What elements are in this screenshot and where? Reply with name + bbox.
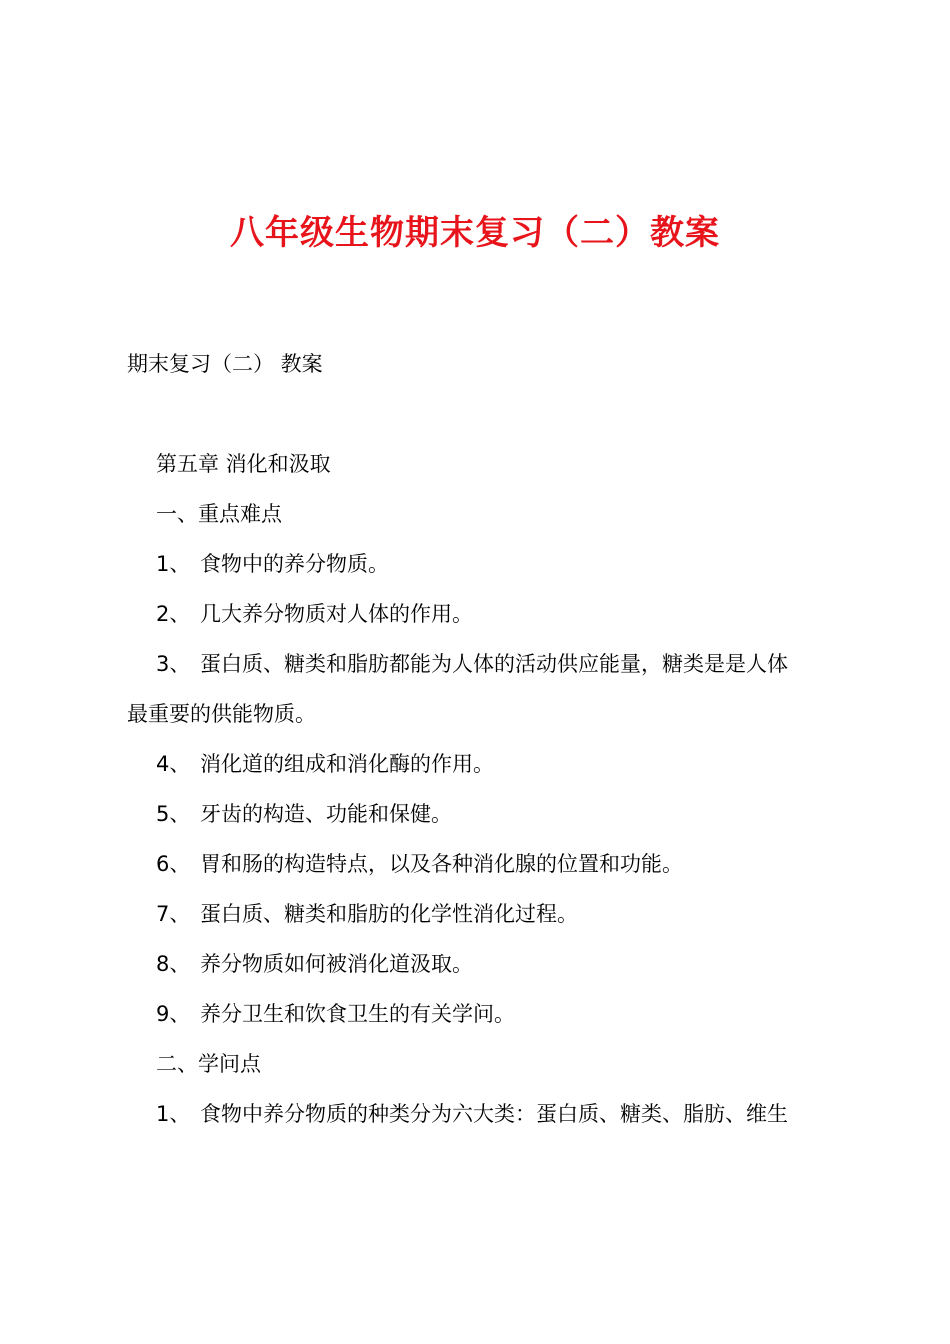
list-item-number: 9、 (156, 1002, 191, 1026)
list-item (127, 1097, 837, 1147)
list-item-number: 1、 (156, 552, 191, 576)
list-item-text: 养分物质如何被消化道汲取。 (200, 952, 473, 976)
list-item-number: 7、 (156, 902, 191, 926)
list-item (127, 947, 837, 997)
section-heading-knowledge: 二、学问点 (156, 1052, 261, 1076)
list-item (127, 747, 837, 797)
document-title: 八年级生物期末复习（二）教案 (230, 213, 720, 253)
list-item-text: 蛋白质、糖类和脂肪都能为人体的活动供应能量，糖类是是人体 (200, 652, 788, 676)
list-item (127, 847, 837, 897)
list-item-text: 牙齿的构造、功能和保健。 (200, 802, 452, 826)
list-item-number: 6、 (156, 852, 191, 876)
list-item-text: 消化道的组成和消化酶的作用。 (200, 752, 494, 776)
list-item (127, 897, 837, 947)
list-item-text: 食物中的养分物质。 (200, 552, 389, 576)
list-item-number: 1、 (156, 1102, 191, 1126)
list-item-continuation: 最重要的供能物质。 (127, 702, 316, 726)
list-item-number: 3、 (156, 652, 191, 676)
document-body (127, 447, 837, 1147)
list-item (127, 997, 837, 1047)
list-item (127, 547, 837, 597)
list-item-text: 胃和肠的构造特点，以及各种消化腺的位置和功能。 (200, 852, 683, 876)
list-item-number: 4、 (156, 752, 191, 776)
section-heading-key-points: 一、重点难点 (156, 502, 282, 526)
list-item-text: 几大养分物质对人体的作用。 (200, 602, 473, 626)
list-item (127, 647, 837, 697)
list-item (127, 597, 837, 647)
list-item (127, 797, 837, 847)
chapter-heading: 第五章 消化和汲取 (156, 452, 331, 476)
list-item-number: 5、 (156, 802, 191, 826)
document-subtitle: 期末复习（二） 教案 (127, 352, 323, 376)
list-item-text: 养分卫生和饮食卫生的有关学问。 (200, 1002, 515, 1026)
list-item-number: 8、 (156, 952, 191, 976)
list-item-text: 食物中养分物质的种类分为六大类：蛋白质、糖类、脂肪、维生 (200, 1102, 788, 1126)
list-item-number: 2、 (156, 602, 191, 626)
list-item-text: 蛋白质、糖类和脂肪的化学性消化过程。 (200, 902, 578, 926)
